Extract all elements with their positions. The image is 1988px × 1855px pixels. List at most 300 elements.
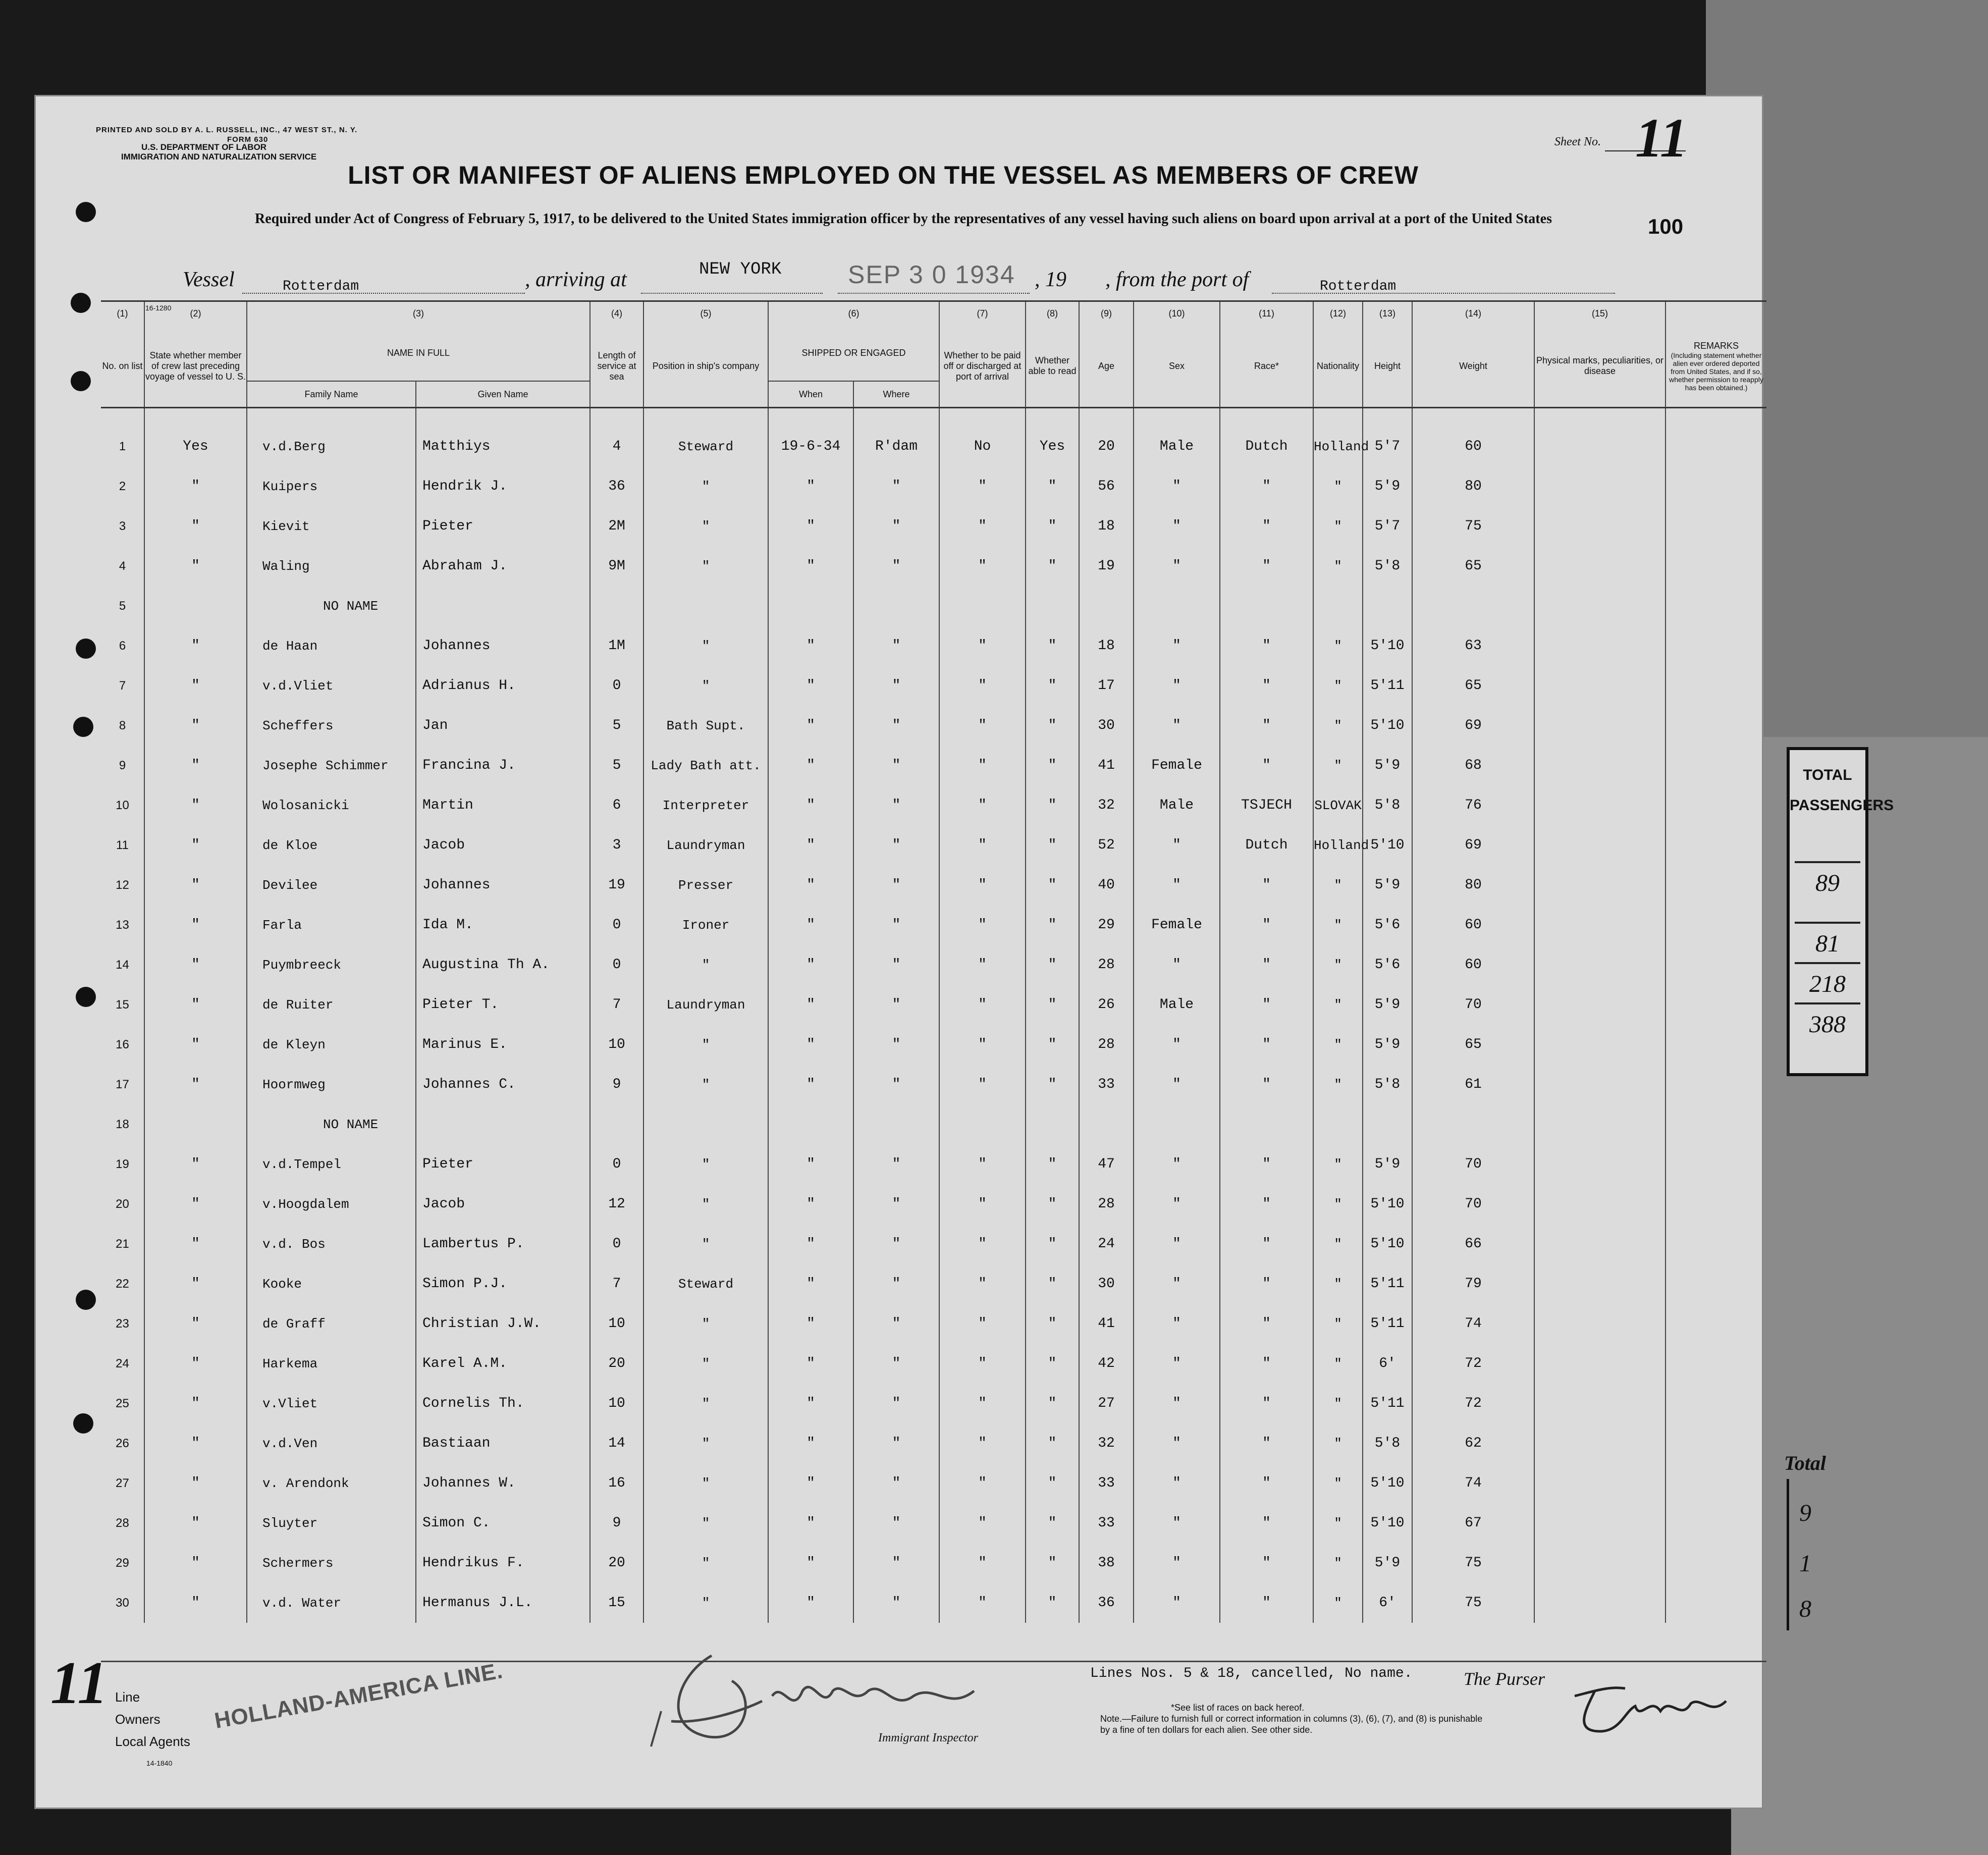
sex-cell: " (1134, 1264, 1220, 1304)
race-cell: " (1220, 466, 1313, 506)
race-cell: Dutch (1220, 408, 1313, 467)
paid-off-cell (939, 1104, 1026, 1144)
page-title: LIST OR MANIFEST OF ALIENS EMPLOYED ON THE VESSEL AS MEMBERS OF CREW (348, 161, 1419, 189)
family-name-cell: Harkema (247, 1344, 416, 1384)
row-number: 1 (119, 439, 126, 453)
age-cell: 18 (1079, 506, 1134, 546)
family-name-cell: Devilee (247, 865, 416, 905)
header-height: Height (1363, 325, 1412, 408)
weight-cell: 70 (1412, 1184, 1534, 1224)
sex-cell: " (1134, 466, 1220, 506)
height-cell: 5'11 (1363, 1384, 1412, 1423)
punch-hole (71, 293, 91, 313)
year-label: , 19 (1035, 268, 1066, 291)
column-number-row (101, 301, 1766, 326)
race-cell: " (1220, 1503, 1313, 1543)
service-length-cell: 9M (590, 546, 643, 586)
physical-marks-cell (1534, 1463, 1665, 1503)
family-name-cell: NO NAME (247, 586, 416, 626)
race-cell: " (1220, 1264, 1313, 1304)
height-cell: 5'7 (1363, 506, 1412, 546)
remarks-cell (1665, 466, 1766, 506)
able-read-cell (1026, 586, 1079, 626)
paid-off-cell: " (939, 825, 1026, 865)
shipped-when-cell: " (768, 1224, 853, 1264)
shipped-where-cell: " (853, 1543, 939, 1583)
tally-heading-total: TOTAL (1803, 767, 1852, 783)
failure-note: Note.—Failure to furnish full or correct information in columns (3), (6), (7), and (8) is punishable by a fine of ten dollars for each alien. See other side. (1100, 1714, 1483, 1735)
sex-cell: " (1134, 1344, 1220, 1384)
previous-voyage-cell (144, 586, 247, 626)
sex-cell: " (1134, 626, 1220, 666)
row-number: 22 (116, 1277, 129, 1291)
paid-off-cell: " (939, 1583, 1026, 1623)
able-read-cell: " (1026, 1264, 1079, 1304)
paid-off-cell: " (939, 865, 1026, 905)
table-row (101, 1583, 1766, 1623)
weight-cell: 79 (1412, 1264, 1534, 1304)
nationality-cell (1313, 586, 1363, 626)
family-name-cell: Farla (247, 905, 416, 945)
header-remarks (1665, 325, 1766, 408)
total-value: 8 (1799, 1596, 1811, 1622)
agents-label: Local Agents (115, 1734, 190, 1749)
shipped-where-cell: " (853, 905, 939, 945)
able-read-cell: " (1026, 865, 1079, 905)
nationality-cell: " (1313, 546, 1363, 586)
vessel-label: Vessel (183, 268, 235, 291)
shipped-when-cell: " (768, 825, 853, 865)
shipped-where-cell: " (853, 1264, 939, 1304)
given-name-cell: Pieter (416, 1144, 590, 1184)
race-cell: " (1220, 626, 1313, 666)
table-row (101, 1224, 1766, 1264)
given-name-cell: Christian J.W. (416, 1304, 590, 1344)
sex-cell: " (1134, 865, 1220, 905)
height-cell (1363, 586, 1412, 626)
remarks-cell (1665, 1463, 1766, 1503)
given-name-cell: Lambertus P. (416, 1224, 590, 1264)
remarks-cell (1665, 1423, 1766, 1463)
paid-off-cell: " (939, 1304, 1026, 1344)
age-cell: 30 (1079, 1264, 1134, 1304)
race-cell: " (1220, 506, 1313, 546)
height-cell: 5'6 (1363, 905, 1412, 945)
remarks-cell (1665, 905, 1766, 945)
remarks-cell (1665, 825, 1766, 865)
header-physical-marks: Physical marks, peculiarities, or disease (1534, 325, 1665, 408)
from-port: Rotterdam (1320, 279, 1396, 294)
sheet-number-label: Sheet No. (1554, 135, 1601, 148)
weight-cell: 75 (1412, 506, 1534, 546)
height-cell: 5'7 (1363, 408, 1412, 467)
shipped-when-cell: " (768, 1463, 853, 1503)
previous-voyage-cell: " (144, 1543, 247, 1583)
family-name-cell: v.d.Tempel (247, 1144, 416, 1184)
nationality-cell: " (1313, 1224, 1363, 1264)
position-cell: " (643, 945, 768, 985)
remarks-cell (1665, 706, 1766, 746)
col-num: (3) (247, 301, 590, 326)
previous-voyage-cell: " (144, 506, 247, 546)
remarks-cell (1665, 1184, 1766, 1224)
row-number: 6 (119, 639, 126, 653)
nationality-cell: Holland (1313, 825, 1363, 865)
shipped-when-cell: " (768, 466, 853, 506)
service-length-cell (590, 586, 643, 626)
page-count: 100 (1648, 215, 1684, 238)
col-num: (9) (1079, 301, 1134, 326)
remarks-cell (1665, 785, 1766, 825)
given-name-cell: Francina J. (416, 746, 590, 785)
given-name-cell: Johannes (416, 865, 590, 905)
height-cell: 5'8 (1363, 546, 1412, 586)
physical-marks-cell (1534, 666, 1665, 706)
age-cell: 30 (1079, 706, 1134, 746)
age-cell: 27 (1079, 1384, 1134, 1423)
remarks-title: REMARKS (1693, 340, 1739, 351)
owners-label: Owners (115, 1712, 160, 1727)
family-name-cell: Josephe Schimmer (247, 746, 416, 785)
remarks-cell (1665, 586, 1766, 626)
shipped-where-cell: " (853, 666, 939, 706)
paid-off-cell: " (939, 1264, 1026, 1304)
previous-voyage-cell: " (144, 546, 247, 586)
row-number: 24 (116, 1356, 129, 1370)
date-stamp: SEP 3 0 1934 (848, 260, 1015, 289)
age-cell: 32 (1079, 785, 1134, 825)
shipped-when-cell: " (768, 945, 853, 985)
previous-voyage-cell: " (144, 746, 247, 785)
shipped-when-cell: " (768, 506, 853, 546)
age-cell: 41 (1079, 1304, 1134, 1344)
row-number: 9 (119, 758, 126, 772)
agent-stamp: HOLLAND-AMERICA LINE. (212, 1658, 505, 1734)
remarks-cell (1665, 1144, 1766, 1184)
given-name-cell: Johannes C. (416, 1065, 590, 1104)
remarks-cell (1665, 1304, 1766, 1344)
physical-marks-cell (1534, 1423, 1665, 1463)
nationality-cell: " (1313, 1543, 1363, 1583)
given-name-cell: Karel A.M. (416, 1344, 590, 1384)
row-number: 28 (116, 1516, 129, 1530)
age-cell: 42 (1079, 1344, 1134, 1384)
shipped-where-cell: " (853, 546, 939, 586)
nationality-cell: " (1313, 626, 1363, 666)
race-cell: " (1220, 746, 1313, 785)
header-position: Position in ship's company (643, 325, 768, 408)
table-row (101, 1503, 1766, 1543)
previous-voyage-cell: " (144, 466, 247, 506)
given-name-cell: Simon P.J. (416, 1264, 590, 1304)
table-row (101, 408, 1766, 467)
shipped-where-cell: " (853, 785, 939, 825)
given-name-cell: Jacob (416, 1184, 590, 1224)
table-row (101, 1543, 1766, 1583)
col-num: (8) (1026, 301, 1079, 326)
table-row (101, 985, 1766, 1025)
previous-voyage-cell: " (144, 626, 247, 666)
height-cell: 5'8 (1363, 785, 1412, 825)
physical-marks-cell (1534, 1264, 1665, 1304)
family-name-cell: Waling (247, 546, 416, 586)
race-cell: " (1220, 666, 1313, 706)
shipped-when-cell: " (768, 1144, 853, 1184)
physical-marks-cell (1534, 1144, 1665, 1184)
weight-cell: 62 (1412, 1423, 1534, 1463)
paid-off-cell: " (939, 985, 1026, 1025)
able-read-cell: " (1026, 785, 1079, 825)
age-cell: 19 (1079, 546, 1134, 586)
weight-cell: 74 (1412, 1463, 1534, 1503)
form-code: 16-1280 (145, 304, 172, 312)
previous-voyage-cell: " (144, 1423, 247, 1463)
side-tally-box (1787, 747, 1894, 1076)
table-row (101, 546, 1766, 586)
race-cell: " (1220, 1184, 1313, 1224)
service-length-cell: 1M (590, 626, 643, 666)
previous-voyage-cell: " (144, 1264, 247, 1304)
paid-off-cell: " (939, 1065, 1026, 1104)
service-length-cell: 0 (590, 1224, 643, 1264)
height-cell: 5'9 (1363, 466, 1412, 506)
table-row (101, 466, 1766, 506)
race-cell: " (1220, 945, 1313, 985)
race-cell: " (1220, 905, 1313, 945)
physical-marks-cell (1534, 865, 1665, 905)
row-number: 26 (116, 1436, 129, 1450)
family-name-cell: de Haan (247, 626, 416, 666)
family-name-cell: NO NAME (247, 1104, 416, 1144)
given-name-cell: Johannes W. (416, 1463, 590, 1503)
shipped-where-cell: " (853, 506, 939, 546)
physical-marks-cell (1534, 546, 1665, 586)
able-read-cell: " (1026, 1423, 1079, 1463)
weight-cell: 80 (1412, 466, 1534, 506)
row-number: 21 (116, 1237, 129, 1251)
position-cell: " (643, 1184, 768, 1224)
family-name-cell: Puymbreeck (247, 945, 416, 985)
shipped-when-cell: " (768, 1025, 853, 1065)
service-length-cell: 19 (590, 865, 643, 905)
position-cell: " (643, 1144, 768, 1184)
row-number: 20 (116, 1197, 129, 1211)
header-able-read: Whether able to read (1026, 325, 1079, 408)
row-number: 25 (116, 1396, 129, 1410)
family-name-cell: de Ruiter (247, 985, 416, 1025)
remarks-cell (1665, 666, 1766, 706)
previous-voyage-cell (144, 1104, 247, 1144)
previous-voyage-cell: " (144, 785, 247, 825)
shipped-when-cell: " (768, 546, 853, 586)
able-read-cell: " (1026, 1344, 1079, 1384)
row-number: 27 (116, 1476, 129, 1490)
previous-voyage-cell: " (144, 945, 247, 985)
row-number: 12 (116, 878, 129, 892)
weight-cell: 80 (1412, 865, 1534, 905)
table-row (101, 506, 1766, 546)
given-name-cell: Jan (416, 706, 590, 746)
service-length-cell: 20 (590, 1344, 643, 1384)
paid-off-cell: " (939, 1344, 1026, 1384)
sex-cell: " (1134, 1065, 1220, 1104)
table-row (101, 746, 1766, 785)
remarks-col-num (1665, 301, 1766, 326)
weight-cell: 65 (1412, 1025, 1534, 1065)
able-read-cell: " (1026, 1543, 1079, 1583)
sex-cell: " (1134, 1224, 1220, 1264)
sex-cell: " (1134, 945, 1220, 985)
service-length-cell: 10 (590, 1025, 643, 1065)
shipped-when-cell: " (768, 785, 853, 825)
age-cell: 33 (1079, 1503, 1134, 1543)
crew-manifest-table (101, 300, 1766, 1623)
age-cell: 52 (1079, 825, 1134, 865)
inspector-signature (631, 1635, 1014, 1767)
position-cell: " (643, 1224, 768, 1264)
given-name-cell: Abraham J. (416, 546, 590, 586)
nationality-cell: " (1313, 1144, 1363, 1184)
age-cell: 56 (1079, 466, 1134, 506)
height-cell: 5'10 (1363, 706, 1412, 746)
nationality-cell: " (1313, 1184, 1363, 1224)
sex-cell (1134, 1104, 1220, 1144)
shipped-where-cell: " (853, 945, 939, 985)
previous-voyage-cell: " (144, 1144, 247, 1184)
physical-marks-cell (1534, 905, 1665, 945)
purser-label: The Purser (1464, 1669, 1545, 1689)
able-read-cell: " (1026, 746, 1079, 785)
height-cell: 6' (1363, 1344, 1412, 1384)
header-where: Where (853, 381, 939, 408)
able-read-cell: " (1026, 466, 1079, 506)
shipped-when-cell: " (768, 1304, 853, 1344)
header-weight: Weight (1412, 325, 1534, 408)
nationality-cell: " (1313, 1065, 1363, 1104)
total-box (1787, 1479, 1850, 1630)
race-cell (1220, 586, 1313, 626)
family-name-cell: v.d. Water (247, 1583, 416, 1623)
shipped-where-cell: " (853, 825, 939, 865)
printer-line: PRINTED AND SOLD BY A. L. RUSSELL, INC., 47 WEST ST., N. Y. (96, 126, 358, 134)
physical-marks-cell (1534, 825, 1665, 865)
paid-off-cell: " (939, 1503, 1026, 1543)
position-cell: " (643, 1344, 768, 1384)
nationality-cell: " (1313, 1304, 1363, 1344)
age-cell (1079, 586, 1134, 626)
service-length-cell: 9 (590, 1065, 643, 1104)
remarks-cell (1665, 626, 1766, 666)
nationality-cell: " (1313, 1503, 1363, 1543)
arriving-port: NEW YORK (699, 260, 782, 279)
shipped-when-cell (768, 586, 853, 626)
shipped-where-cell: " (853, 1065, 939, 1104)
row-number: 4 (119, 559, 126, 573)
weight-cell: 70 (1412, 985, 1534, 1025)
race-cell: " (1220, 1583, 1313, 1623)
col-num: (4) (590, 301, 643, 326)
race-cell: Dutch (1220, 825, 1313, 865)
sex-cell (1134, 586, 1220, 626)
races-note: *See list of races on back hereof. (1171, 1703, 1305, 1713)
shipped-where-cell: " (853, 1423, 939, 1463)
punch-hole (76, 987, 96, 1007)
col-num: (11) (1220, 301, 1313, 326)
service-length-cell: 16 (590, 1463, 643, 1503)
shipped-when-cell: 19-6-34 (768, 408, 853, 467)
col-num: (12) (1313, 301, 1363, 326)
age-cell: 28 (1079, 945, 1134, 985)
able-read-cell (1026, 1104, 1079, 1144)
remarks-cell (1665, 1264, 1766, 1304)
given-name-cell: Marinus E. (416, 1025, 590, 1065)
service-length-cell: 7 (590, 985, 643, 1025)
department-block (121, 142, 316, 162)
sex-cell: " (1134, 1025, 1220, 1065)
able-read-cell: " (1026, 706, 1079, 746)
shipped-where-cell: " (853, 466, 939, 506)
height-cell: 5'10 (1363, 1503, 1412, 1543)
paid-off-cell: " (939, 1144, 1026, 1184)
header-nationality: Nationality (1313, 325, 1363, 408)
physical-marks-cell (1534, 466, 1665, 506)
shipped-where-cell: " (853, 1463, 939, 1503)
table-row (101, 1463, 1766, 1503)
table-row (101, 1144, 1766, 1184)
height-cell: 5'10 (1363, 1184, 1412, 1224)
given-name-cell: Ida M. (416, 905, 590, 945)
remarks-cell (1665, 1025, 1766, 1065)
family-name-cell: v.d.Ven (247, 1423, 416, 1463)
header-age: Age (1079, 325, 1134, 408)
footer-notes (1100, 1702, 1484, 1735)
shipped-where-cell: " (853, 746, 939, 785)
height-cell: 5'9 (1363, 1025, 1412, 1065)
position-cell: Ironer (643, 905, 768, 945)
table-row (101, 1384, 1766, 1423)
sex-cell: " (1134, 1583, 1220, 1623)
manifest-rows (101, 408, 1766, 1623)
shipped-when-cell: " (768, 666, 853, 706)
position-cell: " (643, 1503, 768, 1543)
remarks-cell (1665, 1583, 1766, 1623)
total-value: 1 (1799, 1550, 1811, 1577)
weight-cell: 60 (1412, 408, 1534, 467)
paid-off-cell: " (939, 706, 1026, 746)
physical-marks-cell (1534, 1384, 1665, 1423)
able-read-cell: " (1026, 1583, 1079, 1623)
service-name: IMMIGRATION AND NATURALIZATION SERVICE (121, 152, 317, 162)
row-number: 15 (116, 997, 129, 1012)
age-cell: 17 (1079, 666, 1134, 706)
sex-cell: Male (1134, 408, 1220, 467)
punch-hole (71, 371, 91, 391)
age-cell: 33 (1079, 1463, 1134, 1503)
weight-cell (1412, 1104, 1534, 1144)
position-cell (643, 586, 768, 626)
paid-off-cell: No (939, 408, 1026, 467)
family-name-cell: Kooke (247, 1264, 416, 1304)
shipped-when-cell: " (768, 865, 853, 905)
physical-marks-cell (1534, 1503, 1665, 1543)
tally-value: 218 (1795, 962, 1860, 1004)
height-cell: 5'9 (1363, 1144, 1412, 1184)
purser-signature (1565, 1676, 1746, 1746)
shipped-where-cell: " (853, 1344, 939, 1384)
weight-cell: 72 (1412, 1344, 1534, 1384)
header-shipped-engaged: SHIPPED OR ENGAGED (768, 325, 939, 381)
footer-form-code: 14-1840 (146, 1759, 173, 1767)
